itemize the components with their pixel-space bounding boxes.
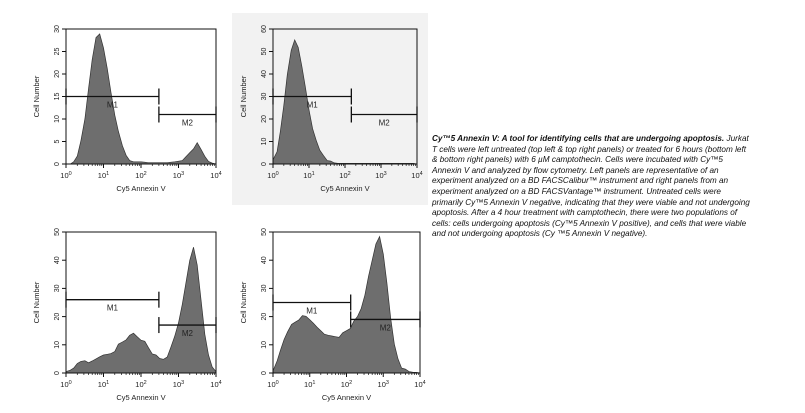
figure-caption <box>432 134 752 240</box>
y-tick-label: 50 <box>54 228 61 236</box>
x-tick-label: $10^2$ <box>340 380 353 389</box>
y-tick-label: 20 <box>54 70 61 78</box>
y-tick-label: 15 <box>54 92 61 101</box>
y-tick-label: 50 <box>261 47 268 56</box>
x-tick-label: $10^1$ <box>303 171 315 180</box>
caption-body: Jurkat T cells were left untreated (top left & top right panels) or treated for 6 hours (bottom left & bottom right panels) with 6 µM camptothecin. Cells were incubated with Cy™5 Annexin V and analyzed by flow cytometry. Left panels are representative of an experiment analyzed on a BD FACSCalibur™ instrument and right panels from an experiment analyzed on a BD FACSVantage™ instrument. Untreated cells were primarily Cy™5 Annexin V negative, indicating that they were viable and not undergoing apoptosis. After a 4 hour treatment with camptothecin, there were two populations of cells: cells undergoing apoptosis (Cy™5 Annexin V positive), and cells that were viable and not undergoing apoptosis (Cy ™5 Annexin V negative). <box>432 134 750 239</box>
y-tick-label: 10 <box>261 137 268 146</box>
y-tick-label: 30 <box>261 284 268 293</box>
x-axis-label: Cy5 Annexin V <box>116 393 166 402</box>
y-tick-label: 30 <box>261 92 268 101</box>
y-tick-label: 10 <box>54 340 61 349</box>
y-tick-label: 25 <box>54 47 61 56</box>
y-tick-label: 20 <box>261 115 268 123</box>
x-axis-label: Cy5 Annexin V <box>320 184 370 193</box>
x-tick-label: $10^0$ <box>267 380 279 389</box>
x-tick-label: $10^3$ <box>377 380 389 389</box>
caption-title: Cy™5 Annexin V: A tool for identifying cells that are undergoing apoptosis. <box>432 134 725 143</box>
x-axis-label: Cy5 Annexin V <box>321 393 372 402</box>
y-tick-label: 5 <box>54 139 61 144</box>
y-tick-label: 60 <box>261 25 268 33</box>
y-tick-label: 0 <box>54 371 61 375</box>
x-tick-label: $10^0$ <box>267 171 279 180</box>
gate-label: M1 <box>306 100 318 110</box>
y-tick-label: 20 <box>54 312 61 321</box>
x-tick-label: $10^4$ <box>210 171 222 180</box>
x-tick-label: $10^4$ <box>210 380 222 389</box>
y-tick-label: 0 <box>261 371 268 375</box>
gate-label: M1 <box>306 306 318 316</box>
y-tick-label: 20 <box>261 312 268 321</box>
x-tick-label: $10^2$ <box>339 171 351 180</box>
y-tick-label: 40 <box>261 70 268 78</box>
x-tick-label: $10^4$ <box>414 380 426 389</box>
histogram-area <box>273 237 420 373</box>
gate-label: M1 <box>106 100 119 110</box>
x-tick-label: $10^1$ <box>304 380 316 389</box>
gate-label: M2 <box>378 118 390 128</box>
x-axis-label: Cy5 Annexin V <box>116 184 166 193</box>
y-axis-label: Cell Number <box>239 281 248 324</box>
y-tick-label: 40 <box>261 256 268 265</box>
y-tick-label: 10 <box>261 340 268 349</box>
y-tick-label: 0 <box>261 162 268 166</box>
gate-label: M2 <box>181 118 194 128</box>
y-tick-label: 40 <box>54 256 61 265</box>
x-tick-label: $10^0$ <box>60 380 72 389</box>
x-tick-label: $10^0$ <box>60 171 72 180</box>
y-axis-label: Cell Number <box>32 75 41 118</box>
y-axis-label: Cell Number <box>32 281 41 324</box>
gate-label: M2 <box>181 329 194 339</box>
y-tick-label: 10 <box>54 115 61 123</box>
x-tick-label: $10^2$ <box>135 380 147 389</box>
x-tick-label: $10^3$ <box>172 380 185 389</box>
x-tick-label: $10^3$ <box>375 171 387 180</box>
x-tick-label: $10^2$ <box>135 171 147 180</box>
y-tick-label: 50 <box>261 228 268 236</box>
x-tick-label: $10^3$ <box>172 171 185 180</box>
y-tick-label: 30 <box>54 25 61 33</box>
y-axis-label: Cell Number <box>239 75 248 118</box>
x-tick-label: $10^1$ <box>97 171 110 180</box>
x-tick-label: $10^4$ <box>411 171 423 180</box>
y-tick-label: 30 <box>54 284 61 293</box>
gate-label: M1 <box>106 303 119 313</box>
x-tick-label: $10^1$ <box>97 380 110 389</box>
gate-label: M2 <box>379 323 391 333</box>
y-tick-label: 0 <box>54 162 61 166</box>
